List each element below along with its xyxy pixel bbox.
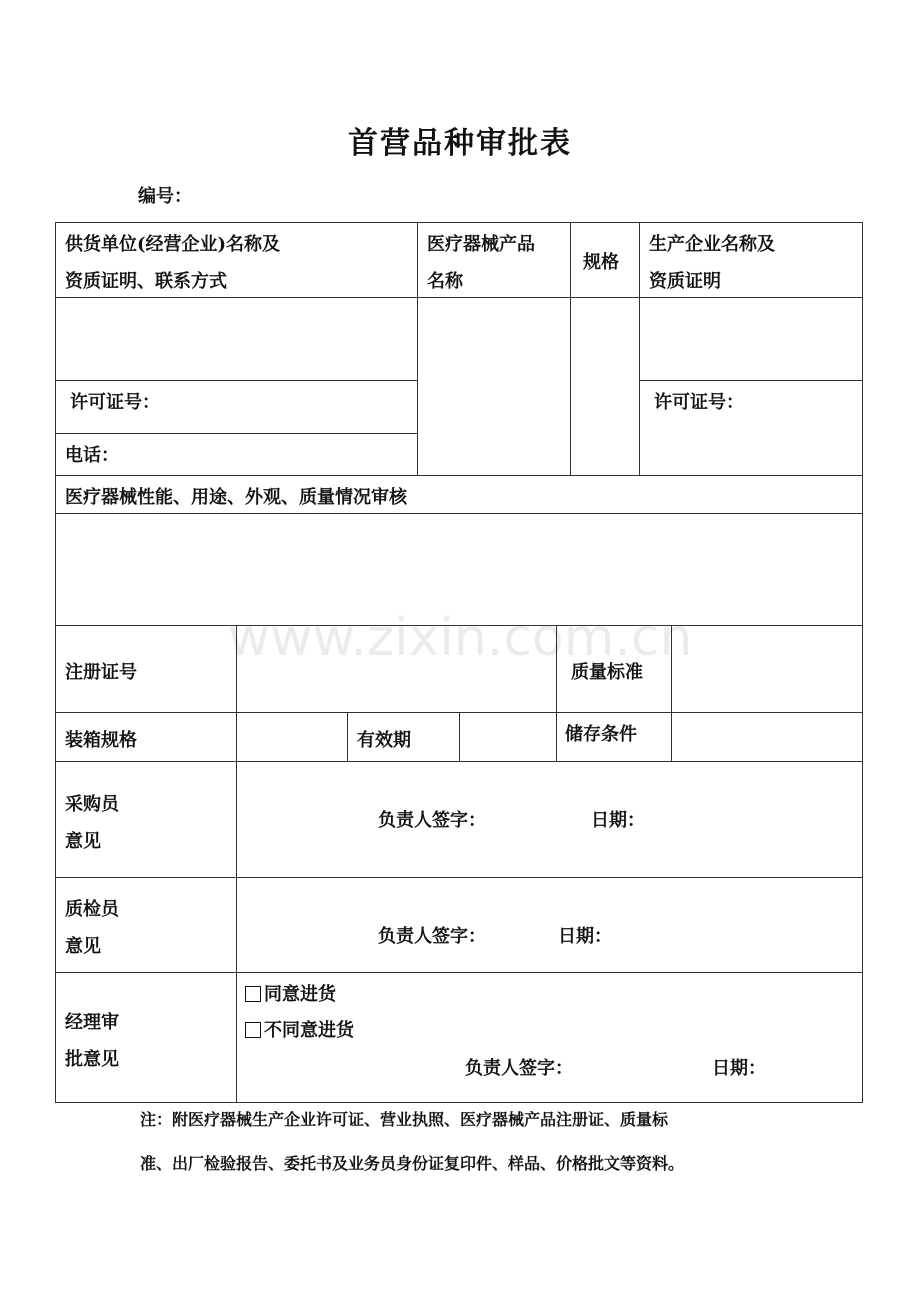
manufacturer-header-line1: 生产企业名称及 xyxy=(649,234,775,255)
quality-standard-label: 质量标准 xyxy=(571,662,643,683)
registration-label: 注册证号 xyxy=(65,662,137,683)
disagree-option-label: 不同意进货 xyxy=(264,1020,354,1041)
product-header-line2: 名称 xyxy=(427,271,463,292)
phone-label: 电话： xyxy=(65,445,119,466)
supplier-license-label: 许可证号： xyxy=(70,392,160,413)
agree-option-label: 同意进货 xyxy=(264,984,336,1005)
inspector-sign-label: 负责人签字： xyxy=(378,926,486,947)
manufacturer-license-label: 许可证号： xyxy=(654,392,744,413)
validity-label: 有效期 xyxy=(357,730,411,751)
inspector-label-line1: 质检员 xyxy=(65,899,119,920)
purchaser-label-line2: 意见 xyxy=(65,831,101,852)
manufacturer-header-line2: 资质证明 xyxy=(649,271,721,292)
note-line2: 准、出厂检验报告、委托书及业务员身份证复印件、样品、价格批文等资料。 xyxy=(140,1154,685,1173)
agree-checkbox[interactable] xyxy=(245,986,261,1002)
review-label: 医疗器械性能、用途、外观、质量情况审核 xyxy=(65,487,407,508)
product-header-line1: 医疗器械产品 xyxy=(427,234,535,255)
inspector-label-line2: 意见 xyxy=(65,936,101,957)
packing-spec-label: 装箱规格 xyxy=(65,730,137,751)
storage-label: 储存条件 xyxy=(565,724,637,745)
inspector-date-label: 日期： xyxy=(558,926,612,947)
disagree-checkbox[interactable] xyxy=(245,1022,261,1038)
manager-label-line2: 批意见 xyxy=(65,1049,119,1070)
serial-number-label: 编号： xyxy=(138,186,192,207)
purchaser-date-label: 日期： xyxy=(591,810,645,831)
disagree-option[interactable] xyxy=(245,1013,354,1049)
manager-label-line1: 经理审 xyxy=(65,1012,119,1033)
page-title: 首营品种审批表 xyxy=(348,126,572,161)
supplier-header-line2: 资质证明、联系方式 xyxy=(65,271,227,292)
manager-date-label: 日期： xyxy=(712,1058,766,1079)
agree-option[interactable] xyxy=(245,977,336,1013)
watermark: www.zixin.com.cn xyxy=(227,608,693,668)
note-line1: 注：附医疗器械生产企业许可证、营业执照、医疗器械产品注册证、质量标 xyxy=(140,1110,669,1129)
purchaser-sign-label: 负责人签字： xyxy=(378,810,486,831)
supplier-header-line1: 供货单位(经营企业)名称及 xyxy=(65,234,281,255)
purchaser-label-line1: 采购员 xyxy=(65,794,119,815)
spec-header: 规格 xyxy=(583,252,619,273)
manager-sign-label: 负责人签字： xyxy=(465,1058,573,1079)
